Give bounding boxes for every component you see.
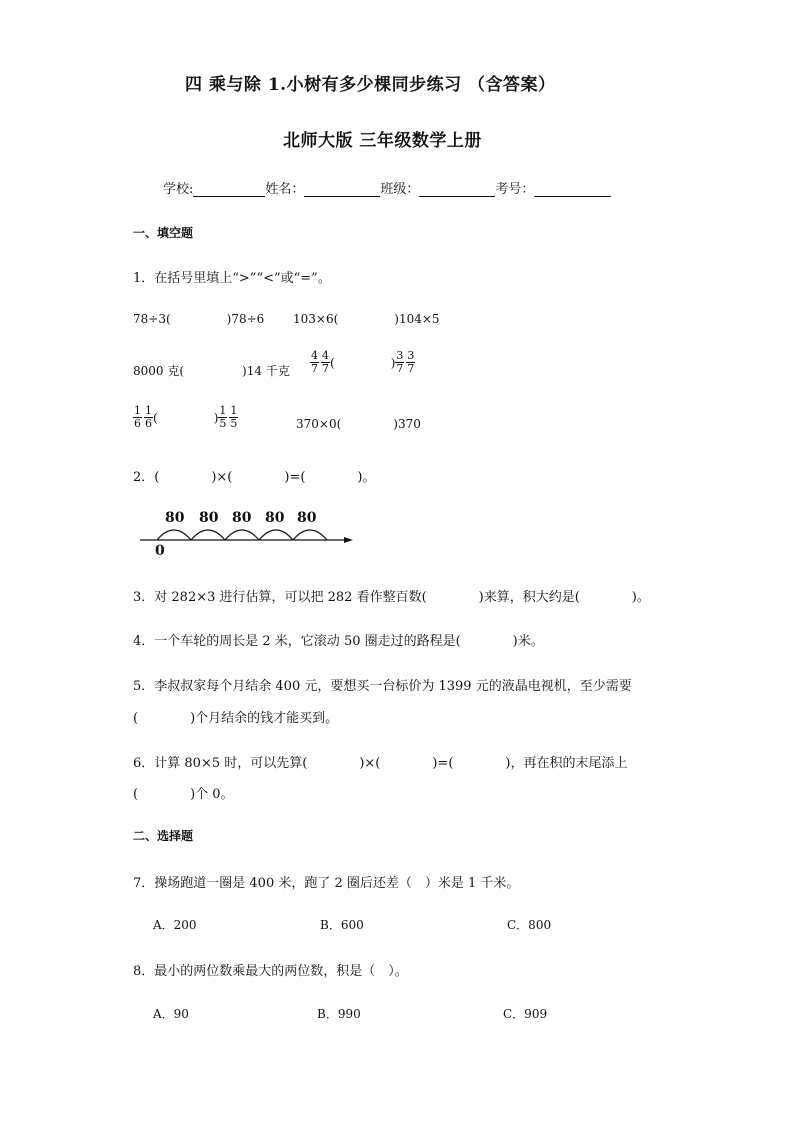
q1-compare-fractions-sevenths: $\frac{4}{7}$ $\frac{4}{7}$ ( ) $\frac{3}{7}$ $\frac{3}{7}$: [311, 349, 415, 375]
jump-arc-3: [225, 530, 259, 540]
name-label: 姓名：: [265, 182, 305, 197]
q1-compare-8000g: 8000 克( )14 千克: [133, 364, 290, 378]
number-line-diagram: [135, 502, 360, 560]
document-title: 四 乘与除 1.小树有多少棵同步练习 （含答案）: [185, 75, 556, 95]
question-2-text: 2．( )×( )=( )。: [133, 470, 376, 485]
q8-option-c[interactable]: C．909: [503, 1007, 548, 1021]
question-6-line-1: 6．计算 80×5 时，可以先算( )×( )=( )，再在积的末尾添上: [133, 756, 628, 771]
question-3-text: 3．对 282×3 进行估算，可以把 282 看作整百数( )来算，积大约是( )。: [133, 590, 650, 605]
fraction-4-7: $\frac{4}{7}$: [311, 349, 318, 375]
jump-arc-2: [191, 530, 225, 540]
q1-compare-103x6: 103×6( )104×5: [293, 312, 440, 326]
jump-arc-5: [293, 530, 327, 540]
document-subtitle: 北师大版 三年级数学上册: [283, 131, 482, 151]
zero-label: 0: [155, 543, 165, 559]
question-8-text: 8．最小的两位数乘最大的两位数，积是（ ）。: [133, 964, 408, 979]
jump-label-4: 80: [265, 510, 285, 526]
q7-option-b[interactable]: B．600: [320, 918, 364, 932]
question-5-line-1: 5．李叔叔家每个月结余 400 元，要想买一台标价为 1399 元的液晶电视机，至少需要: [133, 679, 632, 694]
question-6-line-2: ( )个 0。: [133, 787, 234, 802]
name-field[interactable]: [304, 182, 380, 197]
class-label: 班级：: [380, 182, 420, 197]
jump-label-1: 80: [165, 510, 185, 526]
question-4-text: 4．一个车轮的周长是 2 米，它滚动 50 圈走过的路程是( )米。: [133, 634, 544, 649]
jump-arc-4: [259, 530, 293, 540]
fraction-4-7: $\frac{4}{7}$: [322, 349, 329, 375]
question-1-text: 1．在括号里填上“>”“<”或“=”。: [133, 271, 331, 286]
question-7-text: 7．操场跑道一圈是 400 米，跑了 2 圈后还差（ ）米是 1 千米。: [133, 876, 520, 891]
jump-label-3: 80: [232, 510, 252, 526]
fraction-1-5: $\frac{1}{5}$: [230, 404, 238, 430]
fraction-3-7: $\frac{3}{7}$: [407, 349, 415, 375]
q7-option-c[interactable]: C．800: [507, 918, 552, 932]
number-line-arrow: [344, 537, 353, 543]
jump-label-2: 80: [199, 510, 219, 526]
exam-number-field[interactable]: [534, 182, 611, 197]
q1-compare-370x0: 370×0( )370: [296, 417, 421, 431]
q1-compare-78div3: 78÷3( )78÷6: [133, 312, 265, 326]
q8-option-a[interactable]: A．90: [153, 1007, 189, 1021]
jump-arc-1: [157, 530, 191, 540]
class-field[interactable]: [419, 182, 495, 197]
student-info-line: [163, 178, 611, 197]
school-label: 学校:: [163, 182, 194, 197]
exam-number-label: 考号：: [495, 182, 535, 197]
q1-compare-fractions-sixths-fifths: $\frac{1}{6}$ $\frac{1}{6}$ ( ) $\frac{1}{5}$ $\frac{1}{5}$: [134, 404, 238, 430]
fraction-1-5: $\frac{1}{5}$: [219, 404, 227, 430]
fraction-3-7: $\frac{3}{7}$: [396, 349, 404, 375]
school-field[interactable]: [193, 182, 265, 197]
q8-option-b[interactable]: B．990: [317, 1007, 361, 1021]
section-fill-in-heading: 一、填空题: [133, 226, 194, 240]
fraction-1-6: $\frac{1}{6}$: [145, 404, 152, 430]
jump-label-5: 80: [297, 510, 317, 526]
section-multiple-choice-heading: 二、选择题: [133, 829, 194, 843]
q7-option-a[interactable]: A．200: [153, 918, 197, 932]
question-5-line-2: ( )个月结余的钱才能买到。: [133, 711, 339, 726]
fraction-1-6: $\frac{1}{6}$: [134, 404, 141, 430]
